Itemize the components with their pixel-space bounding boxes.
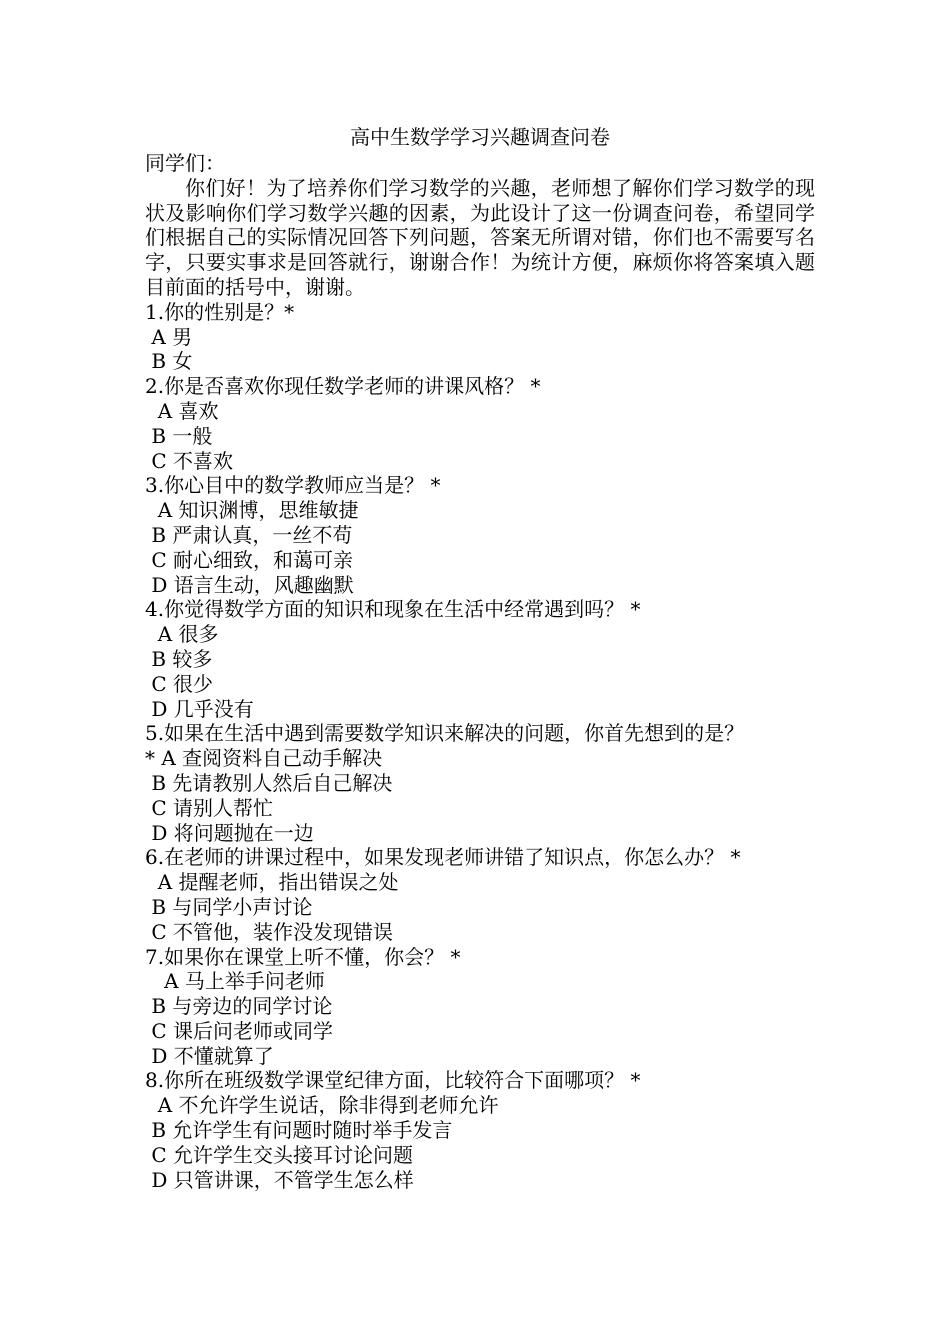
question-block: [145, 945, 815, 1069]
question-option: C 课后问老师或同学: [145, 1018, 334, 1043]
question-text: 2.你是否喜欢你现任数学老师的讲课风格？ *: [145, 374, 541, 399]
question-option: C 请别人帮忙: [145, 795, 274, 820]
question-block: [145, 473, 815, 597]
question-option: B 一般: [145, 423, 213, 448]
question-option: A 提醒老师，指出错误之处: [145, 870, 399, 895]
question-text: 7.如果你在课堂上听不懂，你会？ *: [145, 944, 461, 969]
question-block: [145, 300, 815, 374]
question-option: A 知识渊博，思维敏捷: [145, 498, 359, 523]
question-option: C 耐心细致，和蔼可亲: [145, 547, 354, 572]
question-option: A 马上举手问老师: [145, 969, 325, 994]
question-option: D 几乎没有: [145, 696, 254, 721]
greeting: 同学们：: [145, 151, 225, 175]
question-block: [145, 845, 815, 944]
intro-paragraph: 你们好！为了培养你们学习数学的兴趣，老师想了解你们学习数学的现状及影响你们学习数学兴趣的因素，为此设计了这一份调查问卷，希望同学们根据自己的实际情况回答下列问题，答案无所谓对错，你们也不需要写名字，只要实事求是回答就行，谢谢合作！为统计方便，麻烦你将答案填入题目前面的括号中，谢谢。: [145, 175, 815, 299]
question-text: 8.你所在班级数学课堂纪律方面，比较符合下面哪项？ *: [145, 1068, 641, 1093]
question-option: B 严肃认真，一丝不苟: [145, 522, 353, 547]
page-title: 高中生数学学习兴趣调查问卷: [350, 125, 610, 149]
document-content: [145, 123, 815, 1192]
question-block: [145, 597, 815, 721]
question-option: * A 查阅资料自己动手解决: [145, 746, 383, 771]
question-option: A 喜欢: [145, 398, 219, 423]
question-option: C 允许学生交头接耳讨论问题: [145, 1142, 414, 1167]
question-option: B 与同学小声讨论: [145, 894, 313, 919]
question-option: B 允许学生有问题时随时举手发言: [145, 1118, 453, 1143]
question-option: D 不懂就算了: [145, 1043, 274, 1068]
question-text: 6.在老师的讲课过程中，如果发现老师讲错了知识点，你怎么办？ *: [145, 845, 741, 870]
question-option: C 不管他，装作没发现错误: [145, 919, 394, 944]
question-option: C 很少: [145, 671, 214, 696]
question-block: [145, 1068, 815, 1192]
question-text: 5.如果在生活中遇到需要数学知识来解决的问题，你首先想到的是？: [145, 721, 745, 746]
question-text: 1.你的性别是？*: [145, 299, 295, 324]
question-option: B 女: [145, 349, 193, 374]
question-block: [145, 374, 815, 473]
question-option: A 男: [145, 324, 193, 349]
question-option: D 语言生动，风趣幽默: [145, 572, 354, 597]
question-option: B 与旁边的同学讨论: [145, 994, 333, 1019]
question-option: C 不喜欢: [145, 448, 234, 473]
question-option: D 只管讲课，不管学生怎么样: [145, 1167, 414, 1192]
question-text: 4.你觉得数学方面的知识和现象在生活中经常遇到吗？ *: [145, 597, 641, 622]
question-option: A 不允许学生说话，除非得到老师允许: [145, 1093, 499, 1118]
question-option: D 将问题抛在一边: [145, 820, 314, 845]
question-block: [145, 721, 815, 845]
question-text: 3.你心目中的数学教师应当是？ *: [145, 473, 441, 498]
question-option: B 先请教别人然后自己解决: [145, 770, 393, 795]
question-option: B 较多: [145, 646, 213, 671]
question-option: A 很多: [145, 622, 219, 647]
